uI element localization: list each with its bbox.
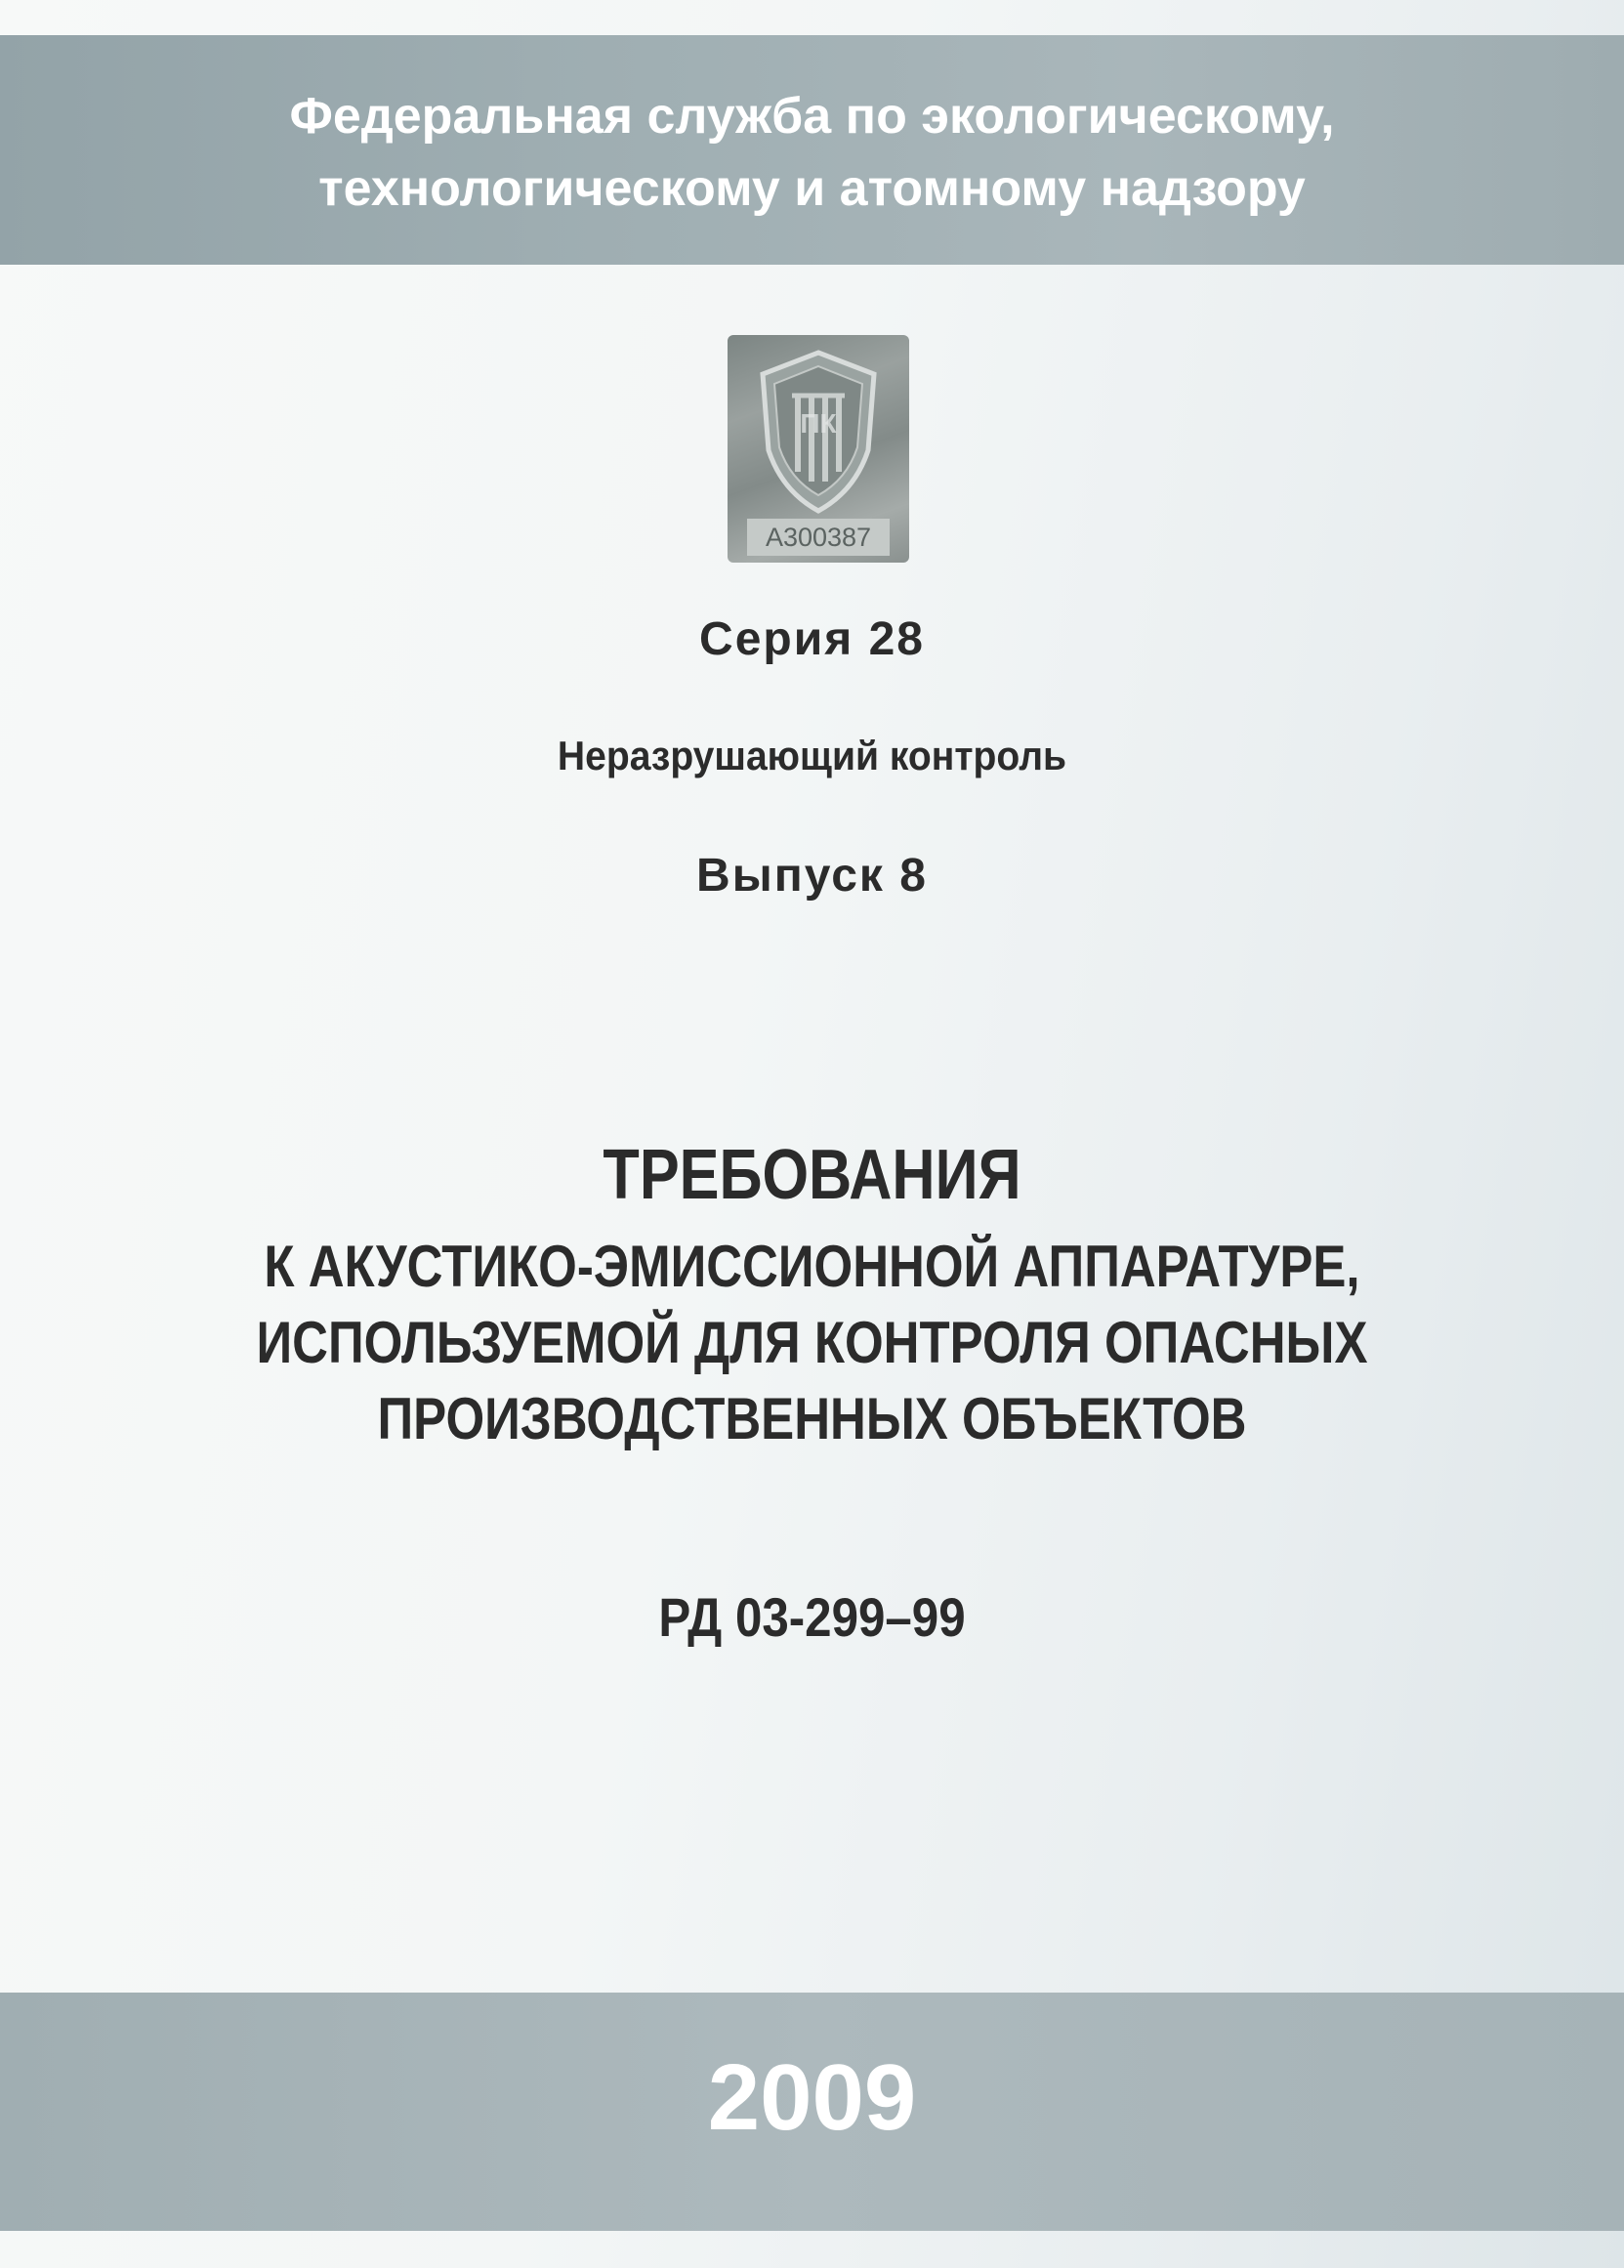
document-subtitle: К АКУСТИКО-ЭМИССИОННОЙ АППАРАТУРЕ, ИСПОЛЬЗУЕМОЙ ДЛЯ КОНТРОЛЯ ОПАСНЫХ ПРОИЗВОДСТВЕННЫХ ОБЪЕКТОВ <box>256 1234 1368 1451</box>
agency-name: Федеральная служба по экологическому, технологическому и атомному надзору <box>289 88 1335 217</box>
series-topic: Неразрушающий контроль <box>557 733 1067 778</box>
document-code: РД 03-299–99 <box>658 1586 966 1648</box>
issue-number: Выпуск 8 <box>696 850 928 902</box>
hologram-sticker <box>728 335 909 563</box>
publication-year: 2009 <box>707 2045 917 2150</box>
hologram-serial: А300387 <box>747 519 890 556</box>
series-label: Серия 28 <box>699 613 925 665</box>
emblem-text: ПК <box>800 408 837 439</box>
document-title: ТРЕБОВАНИЯ <box>603 1136 1021 1214</box>
